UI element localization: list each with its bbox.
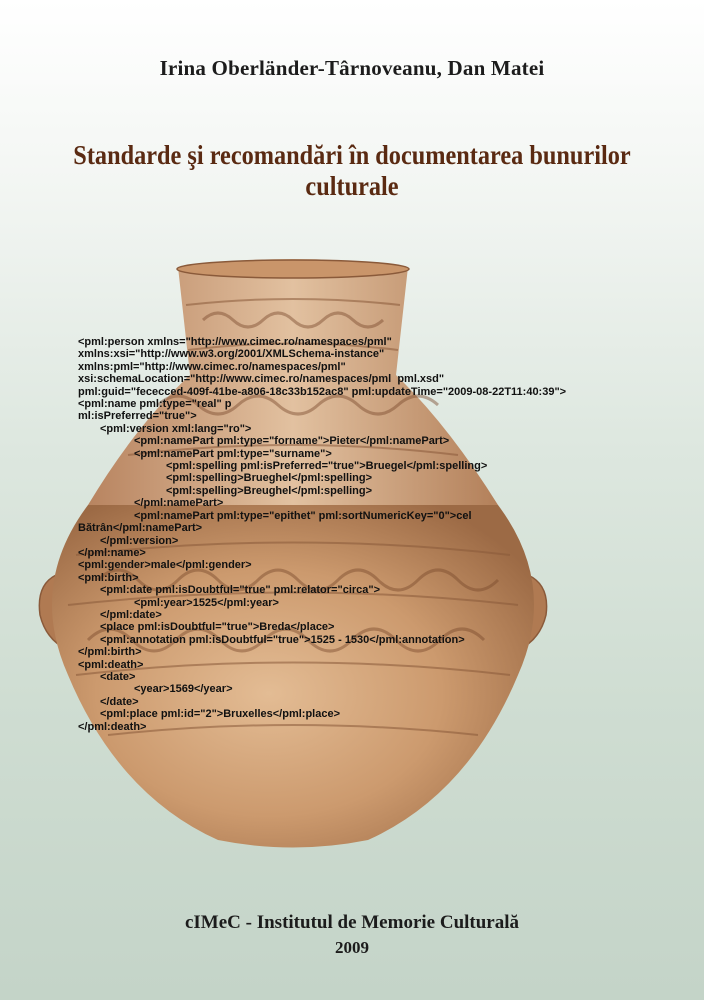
code-line: </pml:namePart> — [134, 497, 224, 510]
code-line: <pml:place pml:id="2">Bruxelles</pml:place> — [100, 708, 340, 721]
code-line: </pml:death> — [78, 720, 147, 733]
code-line: </pml:version> — [100, 534, 179, 547]
code-line: <pml:birth> — [78, 571, 139, 584]
book-title: Standarde şi recomandări în documentarea bunurilor culturale — [73, 140, 631, 201]
code-line: <year>1569</year> — [134, 683, 233, 696]
code-line: <pml:death> — [78, 658, 144, 671]
code-line: <pml:annotation pml:isDoubtful="true">1525 - 1530</pml:annotation> — [100, 633, 465, 646]
code-line: </pml:birth> — [78, 646, 142, 659]
code-line: <pml:spelling>Breughel</pml:spelling> — [166, 484, 372, 497]
code-line: Bătrân</pml:namePart> — [78, 522, 203, 535]
code-line: <pml:name pml:type="real" p — [78, 398, 232, 411]
code-line: pml:guid="fececced-409f-41be-a806-18c33b152ac8" pml:updateTime="2009-08-22T11:40:39"> — [78, 385, 567, 398]
code-line: xmlns:pml="http://www.cimec.ro/namespaces/pml" — [78, 360, 346, 373]
code-line: <pml:person xmlns="http://www.cimec.ro/namespaces/pml" — [78, 336, 392, 348]
code-line: <pml:date pml:isDoubtful="true" pml:relator="circa"> — [100, 584, 381, 597]
code-line: </date> — [100, 695, 139, 708]
code-line: xsi:schemaLocation="http://www.cimec.ro/namespaces/pml pml.xsd" — [78, 373, 445, 386]
code-line: <place pml:isDoubtful="true">Breda</place> — [100, 621, 335, 634]
publication-year: 2009 — [335, 938, 369, 957]
code-line: <date> — [100, 670, 136, 683]
xml-code-block — [78, 336, 566, 733]
publisher: cIMeC - Institutul de Memorie Culturală — [184, 912, 520, 933]
authors: Irina Oberländer-Târnoveanu, Dan Matei — [159, 56, 545, 80]
code-line: <pml:namePart pml:type="forname">Pieter</pml:namePart> — [134, 435, 450, 448]
code-line: ml:isPreferred="true"> — [78, 410, 197, 423]
code-line: <pml:year>1525</pml:year> — [134, 596, 279, 609]
code-line: <pml:namePart pml:type="epithet" pml:sortNumericKey="0">cel — [134, 509, 472, 522]
code-line: <pml:spelling>Brueghel</pml:spelling> — [166, 472, 372, 485]
code-line: xmlns:xsi="http://www.w3.org/2001/XMLSchema-instance" — [78, 348, 385, 361]
code-line: </pml:name> — [78, 546, 146, 559]
code-line: <pml:version xml:lang="ro"> — [100, 422, 252, 435]
code-line: <pml:gender>male</pml:gender> — [78, 559, 252, 572]
code-line: <pml:namePart pml:type="surname"> — [134, 447, 332, 460]
code-line: </pml:date> — [100, 608, 162, 621]
code-line: <pml:spelling pml:isPreferred="true">Bruegel</pml:spelling> — [166, 460, 488, 473]
